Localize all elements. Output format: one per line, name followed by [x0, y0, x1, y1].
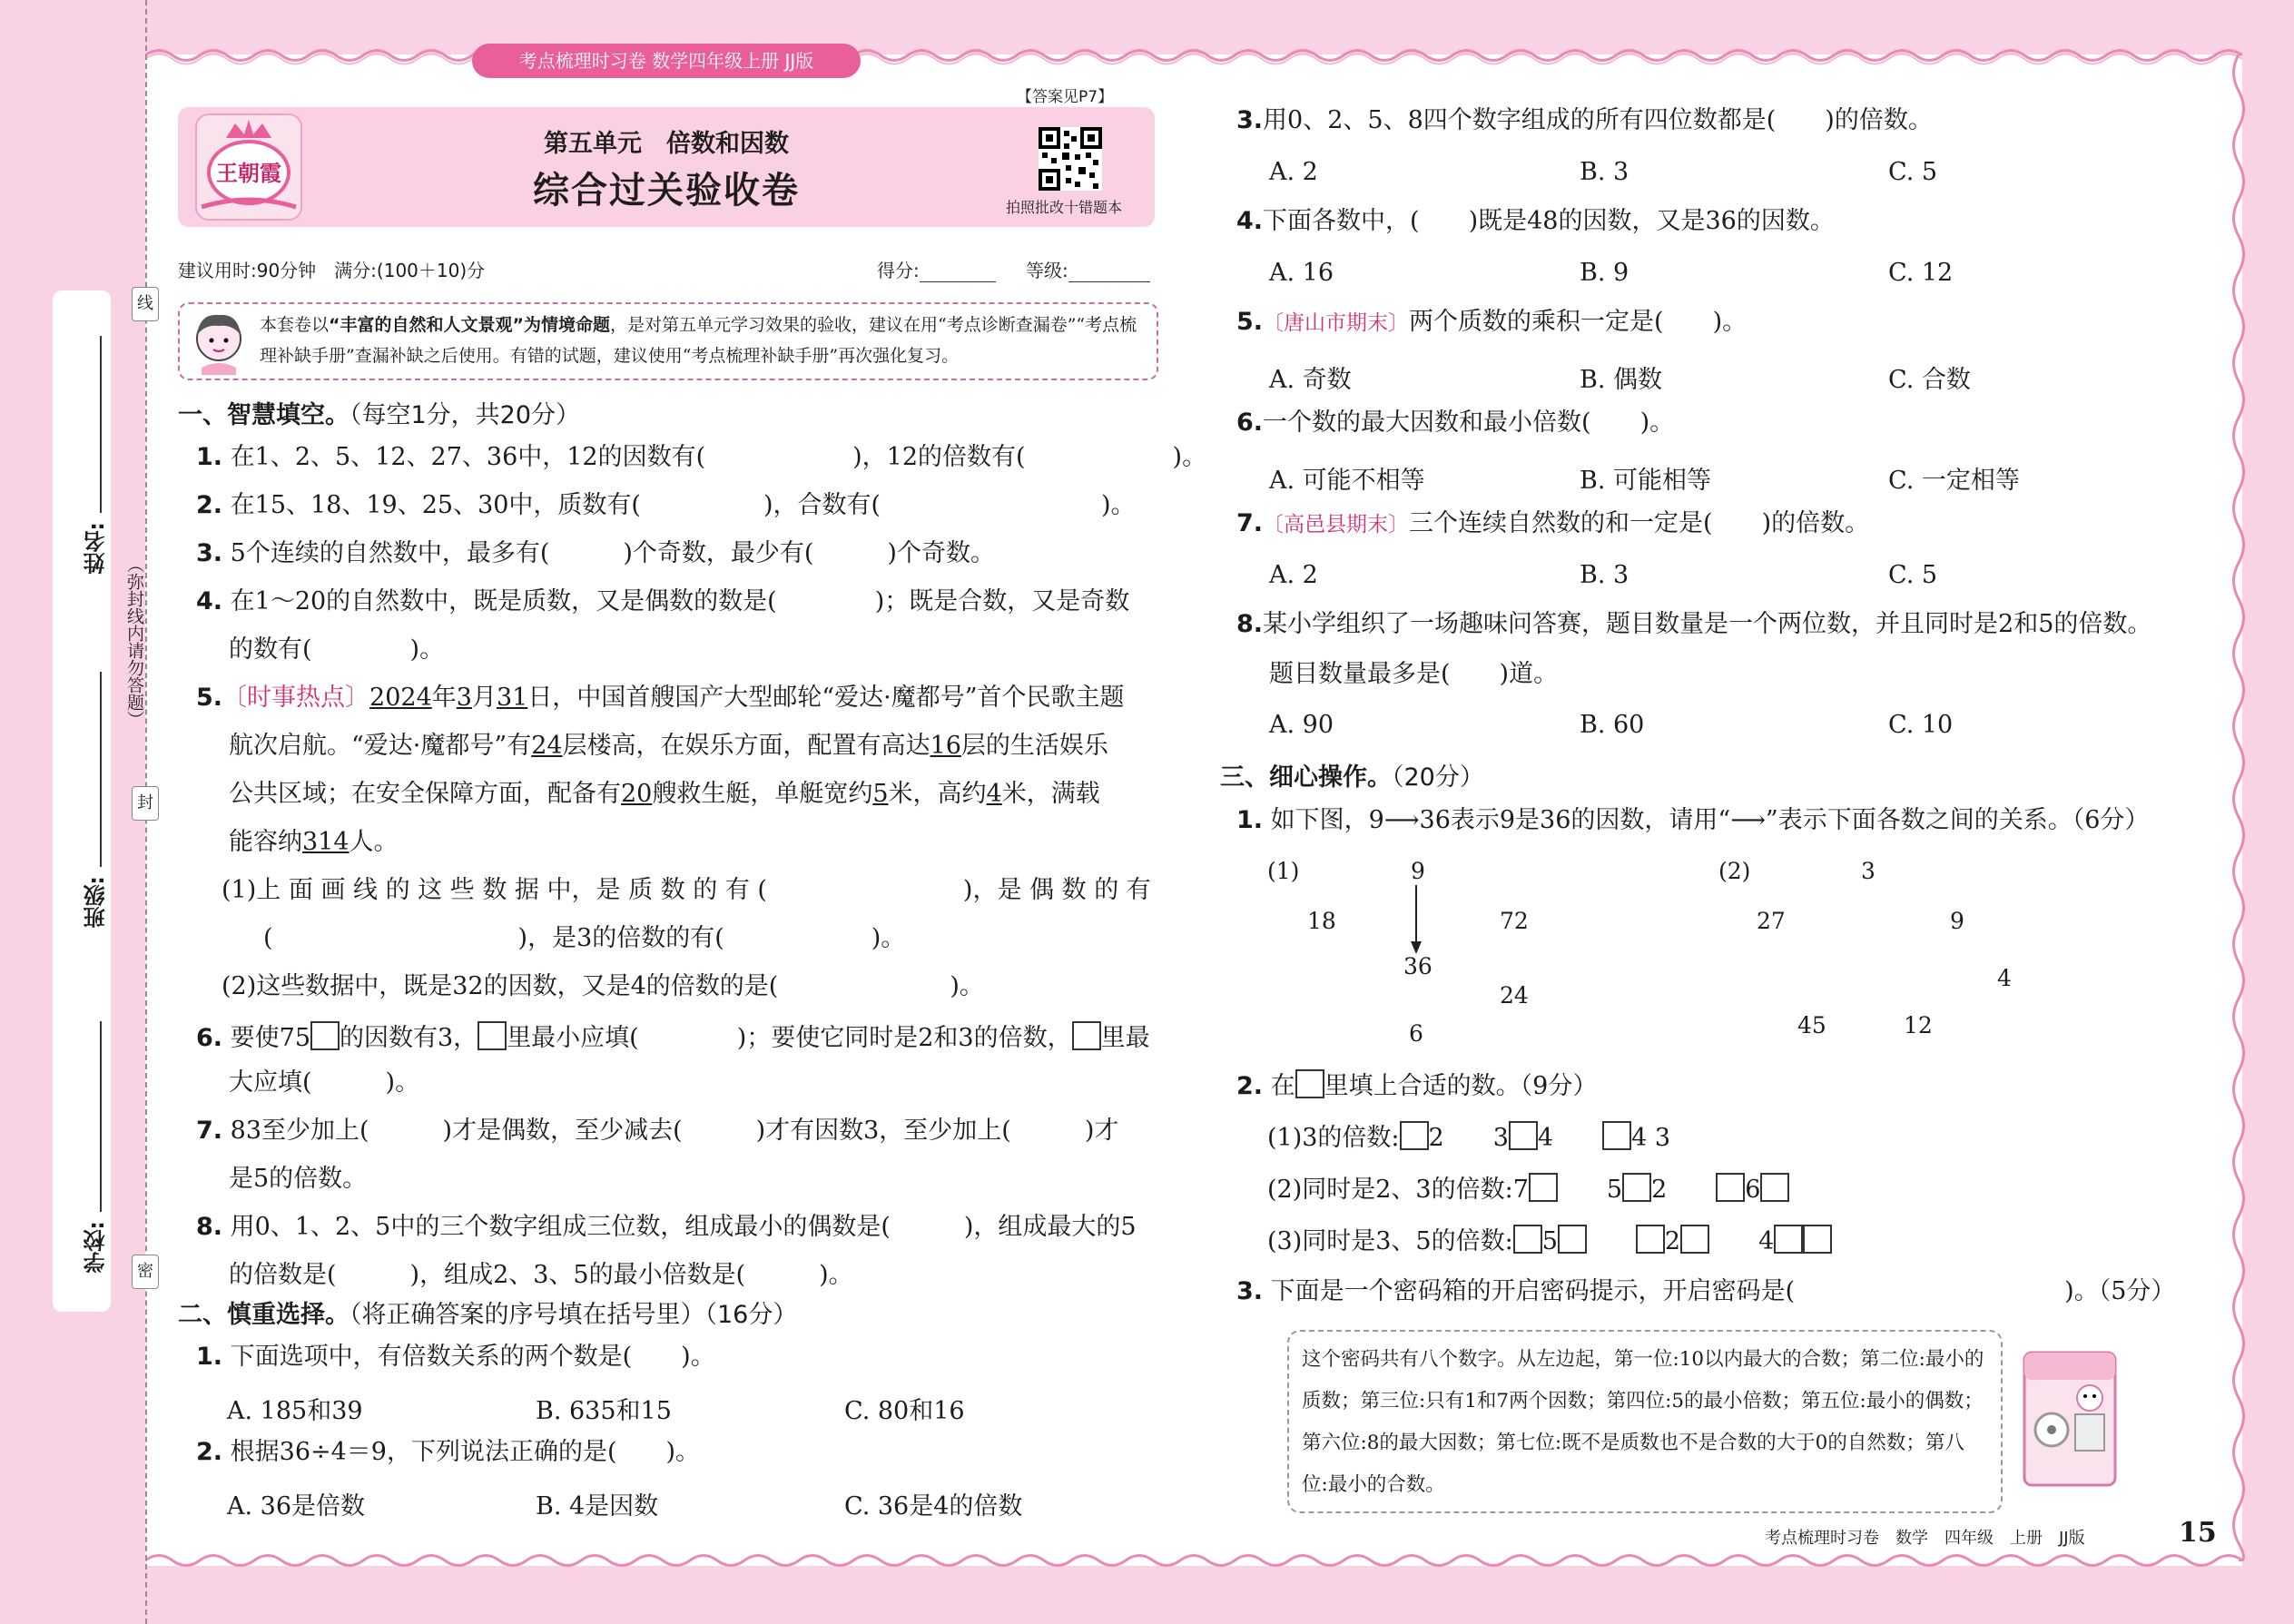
answer-box[interactable] — [1622, 1173, 1651, 1202]
class-field[interactable] — [100, 672, 102, 867]
diagram-2-num-9[interactable]: 9 — [1950, 908, 1964, 934]
score-label: 得分: — [877, 260, 920, 281]
binding-mark-line: 线 — [132, 287, 159, 321]
s1-question-6: 6. 要使75 的因数有3， 里最小应填( )；要使它同时是2和3的倍数， 里最 — [196, 1021, 1150, 1052]
s1-question-1: 1. 在1、2、5、12、27、36中，12的因数有( )，12的倍数有( )。 — [196, 443, 1207, 471]
password-hint-box — [1287, 1330, 2003, 1513]
s2-q8-option-c[interactable]: C. 10 — [1888, 711, 1954, 739]
diagram-2-num-27[interactable]: 27 — [1757, 908, 1786, 934]
answer-box[interactable] — [1636, 1225, 1665, 1254]
s2-q8-option-b[interactable]: B. 60 — [1580, 711, 1645, 739]
school-field[interactable] — [100, 1021, 102, 1212]
diagram-1-num-72[interactable]: 72 — [1500, 908, 1529, 934]
answer-box[interactable] — [1803, 1225, 1832, 1254]
s3-q2-row-1: (1)3的倍数: 2 3 4 4 3 — [1267, 1121, 1670, 1152]
diagram-2-num-4[interactable]: 4 — [1997, 965, 2012, 991]
s2-q2-option-a[interactable]: A. 36是倍数 — [227, 1492, 366, 1521]
s1-question-4-cont: 的数有( )。 — [229, 635, 445, 664]
s1-question-5-sub2: (2)这些数据中，既是32的因数，又是4的倍数的是( )。 — [222, 972, 984, 1000]
answer-box[interactable] — [1774, 1225, 1803, 1254]
answer-box[interactable] — [1602, 1121, 1631, 1150]
s2-question-8: 8.某小学组织了一场趣味问答赛，题目数量是一个两位数，并且同时是2和5的倍数。 — [1236, 610, 2152, 638]
s1-question-5-line3: 公共区域；在安全保障方面，配备有20艘救生艇，单艇宽约5米，高约4米，满载 — [229, 780, 1100, 808]
s2-question-1: 1. 下面选项中，有倍数关系的两个数是( )。 — [196, 1343, 715, 1371]
page-title: 综合过关验收卷 — [533, 170, 800, 212]
diagram-1-num-24[interactable]: 24 — [1500, 982, 1529, 1009]
answer-box[interactable] — [1529, 1173, 1558, 1202]
answer-box[interactable] — [478, 1021, 507, 1050]
answer-box[interactable] — [1760, 1173, 1789, 1202]
s2-question-3: 3.用0、2、5、8四个数字组成的所有四位数都是( )的倍数。 — [1236, 106, 1933, 134]
s2-question-6: 6.一个数的最大因数和最小倍数( )。 — [1236, 408, 1675, 437]
s3-question-3: 3. 下面是一个密码箱的开启密码提示，开启密码是( )。（5分） — [1236, 1277, 2176, 1305]
school-label: 学校: — [84, 1221, 109, 1274]
diagram-1-num-18[interactable]: 18 — [1307, 908, 1336, 934]
bottom-wave-border — [145, 1550, 2242, 1570]
example-arrow-icon — [1407, 885, 1425, 958]
s1-question-5-sub1-cont: ( )，是3的倍数的有( )。 — [263, 924, 906, 952]
diagram-1-label: (1) — [1267, 858, 1300, 884]
s2-q6-option-c[interactable]: C. 一定相等 — [1888, 467, 2020, 495]
intro-note-box — [178, 302, 1158, 380]
s2-q5-option-c[interactable]: C. 合数 — [1888, 366, 1971, 394]
s1-question-5-line4: 能容纳314人。 — [229, 828, 399, 856]
answer-box — [1295, 1069, 1324, 1098]
student-info-panel — [53, 290, 111, 1312]
s1-question-5-line2: 航次启航。“爱达·魔都号”有24层楼高，在娱乐方面，配置有高达16层的生活娱乐 — [229, 732, 1108, 760]
s1-question-5-sub1: (1)上 面 画 线 的 这 些 数 据 中，是 质 数 的 有 ( )，是 偶 数 的 有 — [222, 876, 1151, 904]
s1-question-8: 8. 用0、1、2、5中的三个数字组成三位数，组成最小的偶数是( )，组成最大的5 — [196, 1213, 1137, 1241]
s1-question-2: 2. 在15、18、19、25、30中，质数有( )，合数有( )。 — [196, 491, 1136, 519]
s3-question-1: 1. 如下图，9⟶36表示9是36的因数，请用“⟶”表示下面各数之间的关系。（6分） — [1236, 806, 2150, 834]
grade-label: 等级: — [1026, 260, 1068, 281]
intro-text: 本套卷以“丰富的自然和人文景观”为情境命题，是对第五单元学习效果的验收，建议在用“考点诊断查漏卷”“考点梳理补缺手册”查漏补缺之后使用。有错的试题，建议使用“考点梳理补缺手册”再次强化复习。 — [260, 315, 1137, 366]
section-2-title: 二、慎重选择。（将正确答案的序号填在括号里）（16分） — [178, 1301, 798, 1329]
diagram-2-num-45[interactable]: 45 — [1797, 1012, 1826, 1038]
s1-question-8-cont: 的倍数是( )，组成2、3、5的最小倍数是( )。 — [229, 1261, 853, 1289]
s2-q2-option-b[interactable]: B. 4是因数 — [536, 1492, 659, 1521]
s1-question-6-cont: 大应填( )。 — [229, 1068, 420, 1097]
answer-reference: 【答案见P7】 — [1017, 88, 1114, 106]
exam-time-info: 建议用时:90分钟 满分:(100＋10)分 — [178, 260, 486, 281]
answer-box[interactable] — [310, 1021, 340, 1050]
s2-q4-option-b[interactable]: B. 9 — [1580, 259, 1629, 287]
girl-avatar-icon — [187, 308, 251, 375]
binding-note: （弥封线内请勿答题） — [124, 556, 144, 728]
source-tag: 〔唐山市期末〕 — [1263, 311, 1410, 335]
source-tag: 〔高邑县期末〕 — [1263, 513, 1410, 536]
diagram-1-num-36[interactable]: 36 — [1403, 953, 1433, 979]
s2-q5-option-b[interactable]: B. 偶数 — [1580, 366, 1663, 394]
s2-q4-option-a[interactable]: A. 16 — [1269, 259, 1334, 287]
s2-question-2: 2. 根据36÷4＝9，下列说法正确的是( )。 — [196, 1438, 701, 1466]
diagram-2-label: (2) — [1718, 858, 1751, 884]
name-label: 姓名: — [84, 522, 109, 575]
answer-box[interactable] — [1513, 1225, 1542, 1254]
series-tab: 考点梳理时习卷 数学四年级上册 JJ版 — [472, 44, 861, 78]
hot-topic-tag: 〔时事热点〕 — [222, 684, 370, 712]
header-banner — [178, 107, 1155, 227]
s2-q8-option-a[interactable]: A. 90 — [1269, 711, 1334, 739]
s2-question-4: 4.下面各数中，( )既是48的因数，又是36的因数。 — [1236, 207, 1835, 235]
qr-code-icon[interactable] — [1039, 127, 1102, 191]
s1-question-5: 5.〔时事热点〕2024年3月31日，中国首艘国产大型邮轮“爱达·魔都号”首个民歌主题 — [196, 684, 1125, 712]
right-wave-border — [2229, 54, 2249, 1561]
s2-q7-option-c[interactable]: C. 5 — [1888, 561, 1938, 589]
s3-question-2: 2. 在 里填上合适的数。（9分） — [1236, 1069, 1597, 1100]
s2-q3-option-b[interactable]: B. 3 — [1580, 158, 1629, 186]
s2-q7-option-a[interactable]: A. 2 — [1269, 561, 1318, 589]
diagram-1-num-6[interactable]: 6 — [1409, 1020, 1423, 1047]
page-number: 15 — [2179, 1517, 2217, 1549]
qr-caption: 拍照批改十错题本 — [1006, 199, 1123, 216]
class-label: 班级: — [84, 876, 109, 929]
s2-q5-option-a[interactable]: A. 奇数 — [1269, 366, 1352, 394]
footer-series-info: 考点梳理时习卷 数学 四年级 上册 JJ版 — [1765, 1529, 2085, 1548]
binding-mark-secret: 密 — [132, 1255, 159, 1289]
s2-q2-option-c[interactable]: C. 36是4的倍数 — [844, 1492, 1023, 1521]
s2-q6-option-b[interactable]: B. 可能相等 — [1580, 467, 1712, 495]
s1-question-7-cont: 是5的倍数。 — [229, 1165, 368, 1193]
s2-q1-option-b[interactable]: B. 635和15 — [536, 1397, 672, 1425]
s1-question-3: 3. 5个连续的自然数中，最多有( )个奇数，最少有( )个奇数。 — [196, 539, 995, 567]
s2-q3-option-a[interactable]: A. 2 — [1269, 158, 1318, 186]
logo-text: 王朝霞 — [216, 160, 281, 186]
safe-box-icon — [2015, 1343, 2124, 1489]
s1-question-7: 7. 83至少加上( )才是偶数，至少减去( )才有因数3，至少加上( )才 — [196, 1117, 1119, 1145]
diagram-2-num-12[interactable]: 12 — [1904, 1012, 1933, 1038]
answer-box[interactable] — [1680, 1225, 1709, 1254]
s2-q4-option-c[interactable]: C. 12 — [1888, 259, 1954, 287]
name-field[interactable] — [100, 336, 102, 513]
s2-q1-option-a[interactable]: A. 185和39 — [227, 1397, 363, 1425]
diagram-1-num-9[interactable]: 9 — [1411, 858, 1425, 884]
s3-q2-row-2: (2)同时是2、3的倍数:7 5 2 6 — [1267, 1173, 1789, 1204]
answer-box[interactable] — [1558, 1225, 1587, 1254]
section-3-title: 三、细心操作。（20分） — [1220, 763, 1484, 792]
score-field[interactable] — [877, 256, 996, 282]
answer-box[interactable] — [1509, 1121, 1538, 1150]
unit-title: 第五单元 倍数和因数 — [544, 130, 789, 158]
top-wave-border — [145, 45, 2242, 65]
diagram-2-num-3[interactable]: 3 — [1861, 858, 1876, 884]
s2-q3-option-c[interactable]: C. 5 — [1888, 158, 1938, 186]
s2-question-7: 7.〔高邑县期末〕三个连续自然数的和一定是( )的倍数。 — [1236, 509, 1870, 537]
s2-q7-option-b[interactable]: B. 3 — [1580, 561, 1629, 589]
binding-mark-seal: 封 — [132, 786, 159, 821]
s2-question-8-cont: 题目数量最多是( )道。 — [1269, 660, 1559, 688]
s2-q1-option-c[interactable]: C. 80和16 — [844, 1397, 965, 1425]
answer-box[interactable] — [1072, 1021, 1101, 1050]
s3-q2-row-3: (3)同时是3、5的倍数: 5 2 4 — [1267, 1225, 1832, 1255]
section-1-title: 一、智慧填空。（每空1分，共20分） — [178, 401, 581, 429]
grade-field[interactable] — [1026, 256, 1150, 282]
s2-q6-option-a[interactable]: A. 可能不相等 — [1269, 467, 1425, 495]
answer-box[interactable] — [1716, 1173, 1745, 1202]
s1-question-4: 4. 在1～20的自然数中，既是质数，又是偶数的数是( )；既是合数，又是奇数 — [196, 587, 1130, 615]
password-hint-text: 这个密码共有八个数字。从左边起，第一位:10以内最大的合数；第二位:最小的质数；第三位:只有1和7两个因数；第四位:5的最小倍数；第五位:最小的偶数；第六位:8的最大因数；第七位:既不是质数也不是合数的大于0的自然数；第八位:最小的合数。 — [1302, 1348, 1984, 1496]
answer-box[interactable] — [1400, 1121, 1429, 1150]
s2-question-5: 5.〔唐山市期末〕两个质数的乘积一定是( )。 — [1236, 308, 1748, 336]
